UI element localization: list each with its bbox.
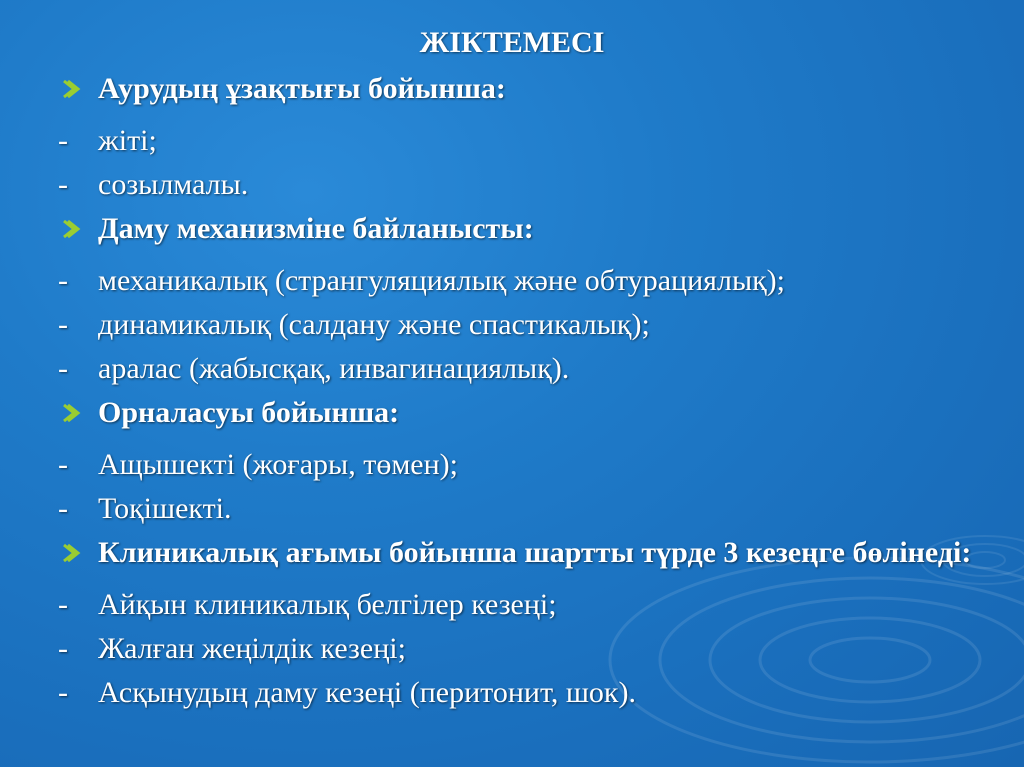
list-item-text: динамикалық (салдану және спастикалық);: [98, 308, 650, 341]
list-item: [58, 308, 978, 342]
section-heading: [58, 212, 978, 254]
list-item: [58, 492, 978, 526]
list-item-text: Ащышекті (жоғары, төмен);: [98, 448, 458, 481]
list-item-text: аралас (жабысқақ, инвагинациялық).: [98, 352, 570, 385]
dash-marker: -: [58, 588, 68, 621]
section-heading-text: Аурудың ұзақтығы бойынша:: [98, 72, 506, 105]
classification-list: [58, 72, 978, 720]
list-item-text: созылмалы.: [98, 168, 249, 201]
list-item-text: Жалған жеңілдік кезеңі;: [98, 632, 406, 665]
arrow-bullet-icon: [58, 396, 98, 438]
arrow-bullet-icon: [58, 536, 98, 578]
list-item: [58, 168, 978, 202]
list-item-text: жіті;: [98, 124, 157, 157]
list-item: [58, 588, 978, 622]
list-item-text: Асқынудың даму кезеңі (перитонит, шок).: [98, 676, 636, 709]
dash-marker: -: [58, 676, 68, 709]
dash-marker: -: [58, 124, 68, 157]
dash-marker: -: [58, 448, 68, 481]
arrow-bullet-icon: [58, 212, 98, 254]
section-heading-text: Орналасуы бойынша:: [98, 396, 400, 429]
section-heading-text: Клиникалық ағымы бойынша шартты түрде 3 кезеңге бөлінеді:: [98, 536, 972, 569]
list-item: [58, 448, 978, 482]
dash-marker: -: [58, 264, 68, 297]
list-item-text: механикалық (странгуляциялық және обтурациялық);: [98, 264, 785, 297]
list-item: [58, 676, 978, 710]
list-item: [58, 264, 978, 298]
list-item: [58, 352, 978, 386]
list-item: [58, 124, 978, 158]
list-item-text: Айқын клиникалық белгілер кезеңі;: [98, 588, 557, 621]
slide-title: ЖІКТЕМЕСІ: [419, 26, 605, 59]
list-item-text: Тоқішекті.: [98, 492, 232, 525]
dash-marker: -: [58, 632, 68, 665]
dash-marker: -: [58, 352, 68, 385]
section-heading: [58, 72, 978, 114]
dash-marker: -: [58, 492, 68, 525]
dash-marker: -: [58, 168, 68, 201]
section-heading: [58, 396, 978, 438]
arrow-bullet-icon: [58, 72, 98, 114]
section-heading-text: Даму механизміне байланысты:: [98, 212, 534, 245]
section-heading: [58, 536, 978, 578]
list-item: [58, 632, 978, 666]
dash-marker: -: [58, 308, 68, 341]
